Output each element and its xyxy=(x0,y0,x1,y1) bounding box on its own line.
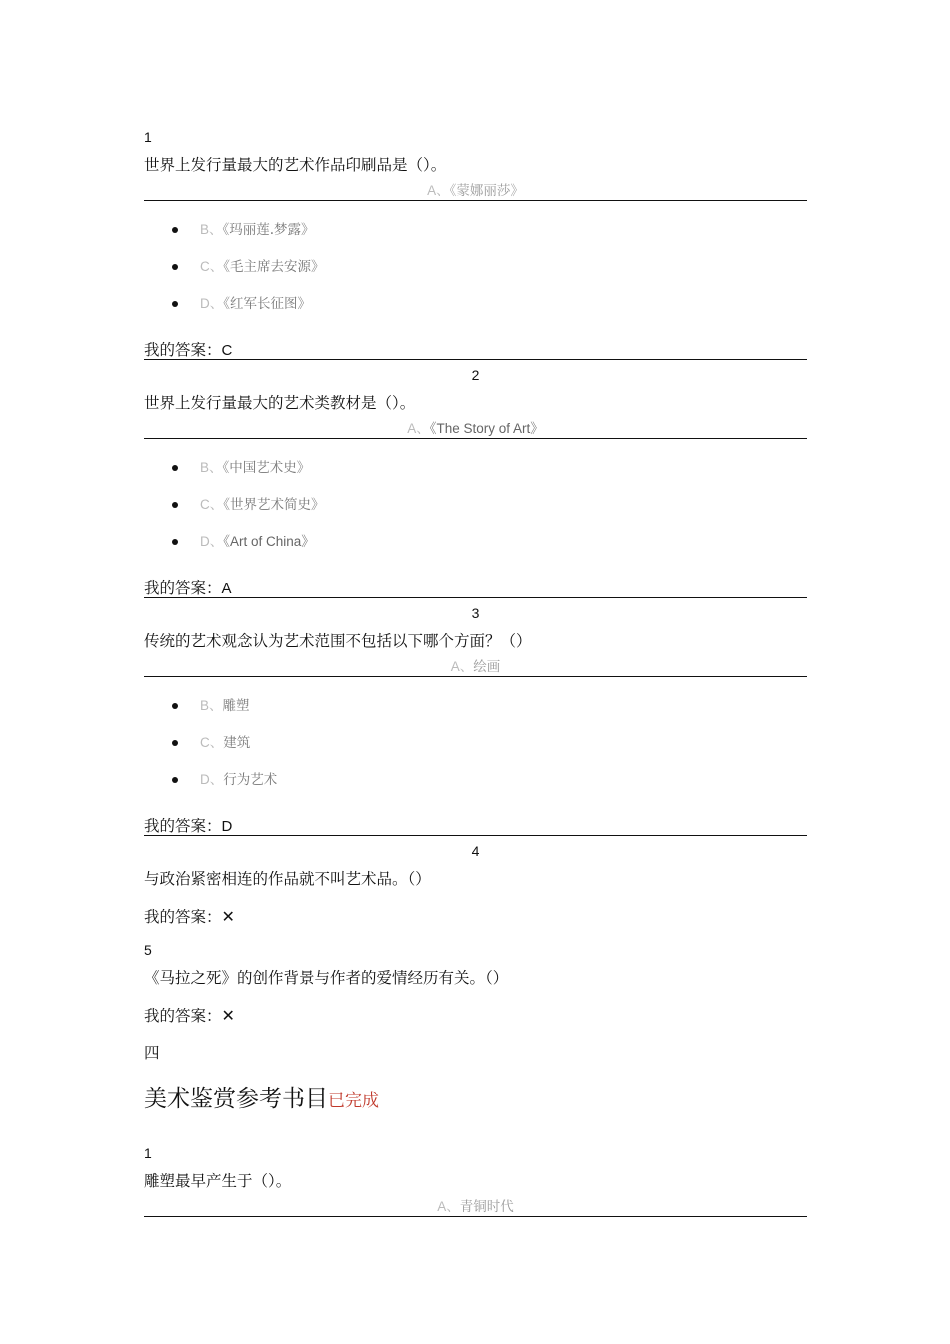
option-letter: B、 xyxy=(200,698,223,713)
bullet-icon xyxy=(172,301,178,307)
section-number: 四 xyxy=(144,1044,160,1062)
divider xyxy=(144,1216,807,1217)
divider xyxy=(144,359,807,360)
option-letter: C、 xyxy=(200,735,224,750)
answer-value: D xyxy=(221,818,233,835)
option-d xyxy=(172,768,277,788)
my-answer xyxy=(144,1004,235,1026)
option-letter: A、 xyxy=(437,1199,460,1214)
option-c xyxy=(172,731,250,751)
bullet-icon xyxy=(172,227,178,233)
question-number: 1 xyxy=(144,1145,152,1161)
bullet-icon xyxy=(172,539,178,545)
option-text: 青铜时代 xyxy=(459,1199,514,1215)
option-text: 《中国艺术史》 xyxy=(222,460,311,476)
option-d xyxy=(172,530,315,550)
question-text: 世界上发行量最大的艺术作品印刷品是（）。 xyxy=(144,156,447,174)
answer-label: 我的答案： xyxy=(144,908,222,926)
question-number: 5 xyxy=(144,942,152,958)
question-text: 与政治紧密相连的作品就不叫艺术品。（） xyxy=(144,870,431,888)
option-letter: D、 xyxy=(200,296,224,311)
question-number: 3 xyxy=(471,605,480,621)
answer-label: 我的答案： xyxy=(144,817,222,835)
question-number: 2 xyxy=(471,367,480,383)
divider xyxy=(144,200,807,201)
option-text: 雕塑 xyxy=(222,698,250,714)
option-text: 《毛主席去安源》 xyxy=(223,259,325,275)
divider xyxy=(144,676,807,677)
divider xyxy=(144,597,807,598)
option-b xyxy=(172,694,250,714)
answer-label: 我的答案： xyxy=(144,1007,222,1025)
option-text: 《红军长征图》 xyxy=(223,296,311,312)
option-letter: A、 xyxy=(407,421,430,436)
option-text: 建筑 xyxy=(223,735,251,751)
option-text: 《世界艺术简史》 xyxy=(223,497,325,513)
question-number: 1 xyxy=(144,129,152,145)
option-text: 《Art of China》 xyxy=(223,534,315,549)
option-text: 《玛丽莲.梦露》 xyxy=(222,222,315,238)
option-letter: A、 xyxy=(427,183,450,198)
bullet-icon xyxy=(172,264,178,270)
option-letter: B、 xyxy=(200,222,223,237)
question-text: 传统的艺术观念认为艺术范围不包括以下哪个方面？（） xyxy=(144,632,532,650)
question-text: 雕塑最早产生于（）。 xyxy=(144,1172,292,1190)
wrong-mark-icon: ✕ xyxy=(221,907,235,926)
option-d xyxy=(172,292,311,312)
question-text: 《马拉之死》的创作背景与作者的爱情经历有关。（） xyxy=(144,969,509,987)
answer-value: A xyxy=(221,580,232,597)
answer-value: C xyxy=(221,342,233,359)
option-letter: D、 xyxy=(200,534,224,549)
bullet-icon xyxy=(172,740,178,746)
bullet-icon xyxy=(172,502,178,508)
option-letter: C、 xyxy=(200,259,224,274)
option-a xyxy=(144,179,807,199)
bullet-icon xyxy=(172,777,178,783)
section-title-text: 美术鉴赏参考书目 xyxy=(144,1086,328,1112)
option-letter: A、 xyxy=(450,659,474,674)
option-text: 行为艺术 xyxy=(223,772,278,788)
wrong-mark-icon: ✕ xyxy=(221,1006,235,1025)
option-c xyxy=(172,493,325,513)
option-a xyxy=(144,655,807,675)
question-number: 4 xyxy=(471,843,480,859)
question-text: 世界上发行量最大的艺术类教材是（）。 xyxy=(144,394,416,412)
answer-label: 我的答案： xyxy=(144,341,222,359)
section-title xyxy=(144,1080,379,1113)
status-badge: 已完成 xyxy=(328,1091,379,1111)
option-letter: B、 xyxy=(200,460,223,475)
option-a xyxy=(144,417,807,437)
option-text: 《The Story of Art》 xyxy=(429,421,544,436)
option-c xyxy=(172,255,325,275)
option-b xyxy=(172,218,315,238)
option-letter: C、 xyxy=(200,497,224,512)
bullet-icon xyxy=(172,703,178,709)
option-text: 绘画 xyxy=(473,659,501,675)
option-b xyxy=(172,456,310,476)
my-answer xyxy=(144,905,235,927)
option-letter: D、 xyxy=(200,772,224,787)
bullet-icon xyxy=(172,465,178,471)
my-answer xyxy=(144,338,232,360)
option-a xyxy=(144,1195,807,1215)
my-answer xyxy=(144,814,232,836)
divider xyxy=(144,835,807,836)
divider xyxy=(144,438,807,439)
my-answer xyxy=(144,576,232,598)
answer-label: 我的答案： xyxy=(144,579,222,597)
option-text: 《蒙娜丽莎》 xyxy=(449,183,524,199)
